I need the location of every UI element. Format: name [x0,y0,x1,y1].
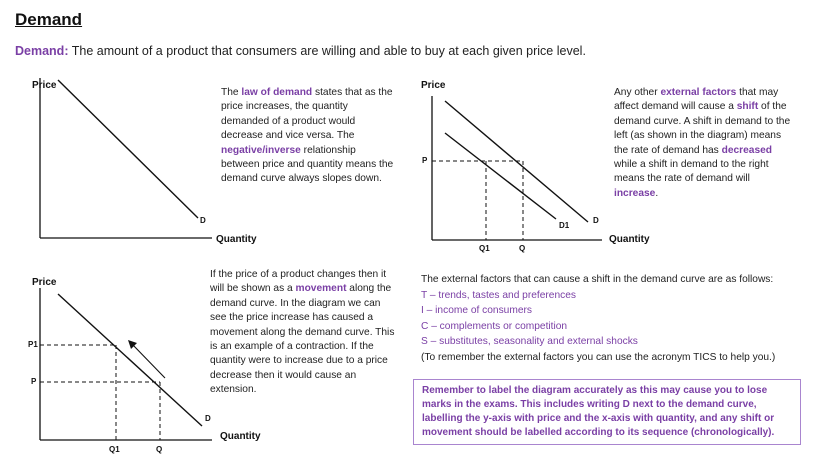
text2-part: Any other [614,87,661,98]
law-of-demand-text [221,86,397,187]
negative-inverse-highlight: negative/inverse [221,144,301,156]
factor-text: – complements or competition [428,320,568,332]
diagram3-q-label: Q [156,445,163,454]
factor-item-i [421,303,775,319]
diagram2-d1-label: D1 [559,221,570,230]
factor-item-c [421,319,775,335]
factor-letter: S [421,336,428,348]
diagram3-p1-label: P1 [28,340,38,349]
diagram2-axes [432,96,602,240]
law-of-demand-highlight: law of demand [241,87,313,98]
definition-text: The amount of a product that consumers are willing and able to buy at each given price level. [68,44,586,58]
diagram3-movement-arrow [128,340,165,378]
diagram3-axes [40,288,212,440]
diagram2-price-label: Price [421,80,446,91]
diagram1-demand-curve [58,80,198,218]
factor-item-s [421,334,775,350]
factors-intro: The external factors that can cause a shift in the demand curve are as follows: [421,274,774,285]
diagram3-p-label: P [31,377,37,386]
diagram3-quantity-label: Quantity [220,431,261,442]
factor-text: – substitutes, seasonality and external shocks [427,336,638,348]
increase-highlight: increase [614,187,656,199]
page-title: Demand [15,10,83,29]
text3-part: along the demand curve. In the diagram we can see the price increase has caused a movement along the demand curve. This is an example of a contraction. If the quantity were to increase due to a price decrease then it would cause an extension. [210,283,395,396]
diagram3-q1-label: Q1 [109,445,120,454]
movement-text [210,268,398,398]
diagram3-d-label: D [205,414,211,423]
text2-part: . [655,187,659,199]
external-factors-highlight: external factors [660,87,737,98]
diagram2-shifted-demand-curve [445,133,556,219]
factors-note: (To remember the external factors you can use the acronym TICS to help you.) [421,351,776,363]
factor-letter: C [421,320,429,332]
factor-item-t [421,288,775,304]
text3-part: If the price of a product changes then it will be shown as a [210,269,387,295]
external-factors-text [614,86,792,201]
movement-highlight: movement [295,283,347,295]
diagram2-quantity-label: Quantity [609,234,650,245]
diagram2-d-label: D [593,216,599,225]
diagram1-quantity-label: Quantity [216,234,257,245]
text2-part: of the demand curve. A shift in demand to the left (as shown in the diagram) means the rate of demand has [614,101,791,156]
factor-letter: T [421,289,428,301]
diagram2-q1-label: Q1 [479,244,490,253]
diagram1-curve-label: D [200,216,206,225]
diagram3-demand-curve [58,294,202,426]
remember-note-box: Remember to label the diagram accurately as this may cause you to lose marks in the exams. This includes writing D next to the demand curve, labelling the y-axis with price and the x-axis with quantity, and any shift or movement should be labelled according to its sequence (chronologically). [413,379,801,445]
decreased-highlight: decreased [721,144,773,156]
diagram1-price-label: Price [32,80,57,91]
diagram1-axes [40,78,212,238]
diagram2-p-label: P [422,156,428,165]
factor-text: – income of consumers [423,305,532,317]
factor-letter: I [421,305,424,317]
text1-part: The [221,87,242,98]
diagram2-q-label: Q [519,244,526,253]
shift-highlight: shift [736,101,759,113]
diagram3-guides [40,345,160,440]
text1-part: states that as the price increases, the quantity demanded of a product would decrease and vice versa. The [221,87,393,142]
diagram2-guides [432,161,523,240]
external-factors-list [421,272,775,366]
text2-part: that may affect demand will cause a [614,87,779,113]
definition-term: Demand: [15,44,69,58]
diagram3-price-label: Price [32,277,57,288]
factor-text: – trends, tastes and preferences [427,289,576,301]
text1-part: relationship between price and quantity means the demand curve always slopes down. [221,144,394,185]
text2-part: while a shift in demand to the right means the rate of demand will [614,159,769,185]
